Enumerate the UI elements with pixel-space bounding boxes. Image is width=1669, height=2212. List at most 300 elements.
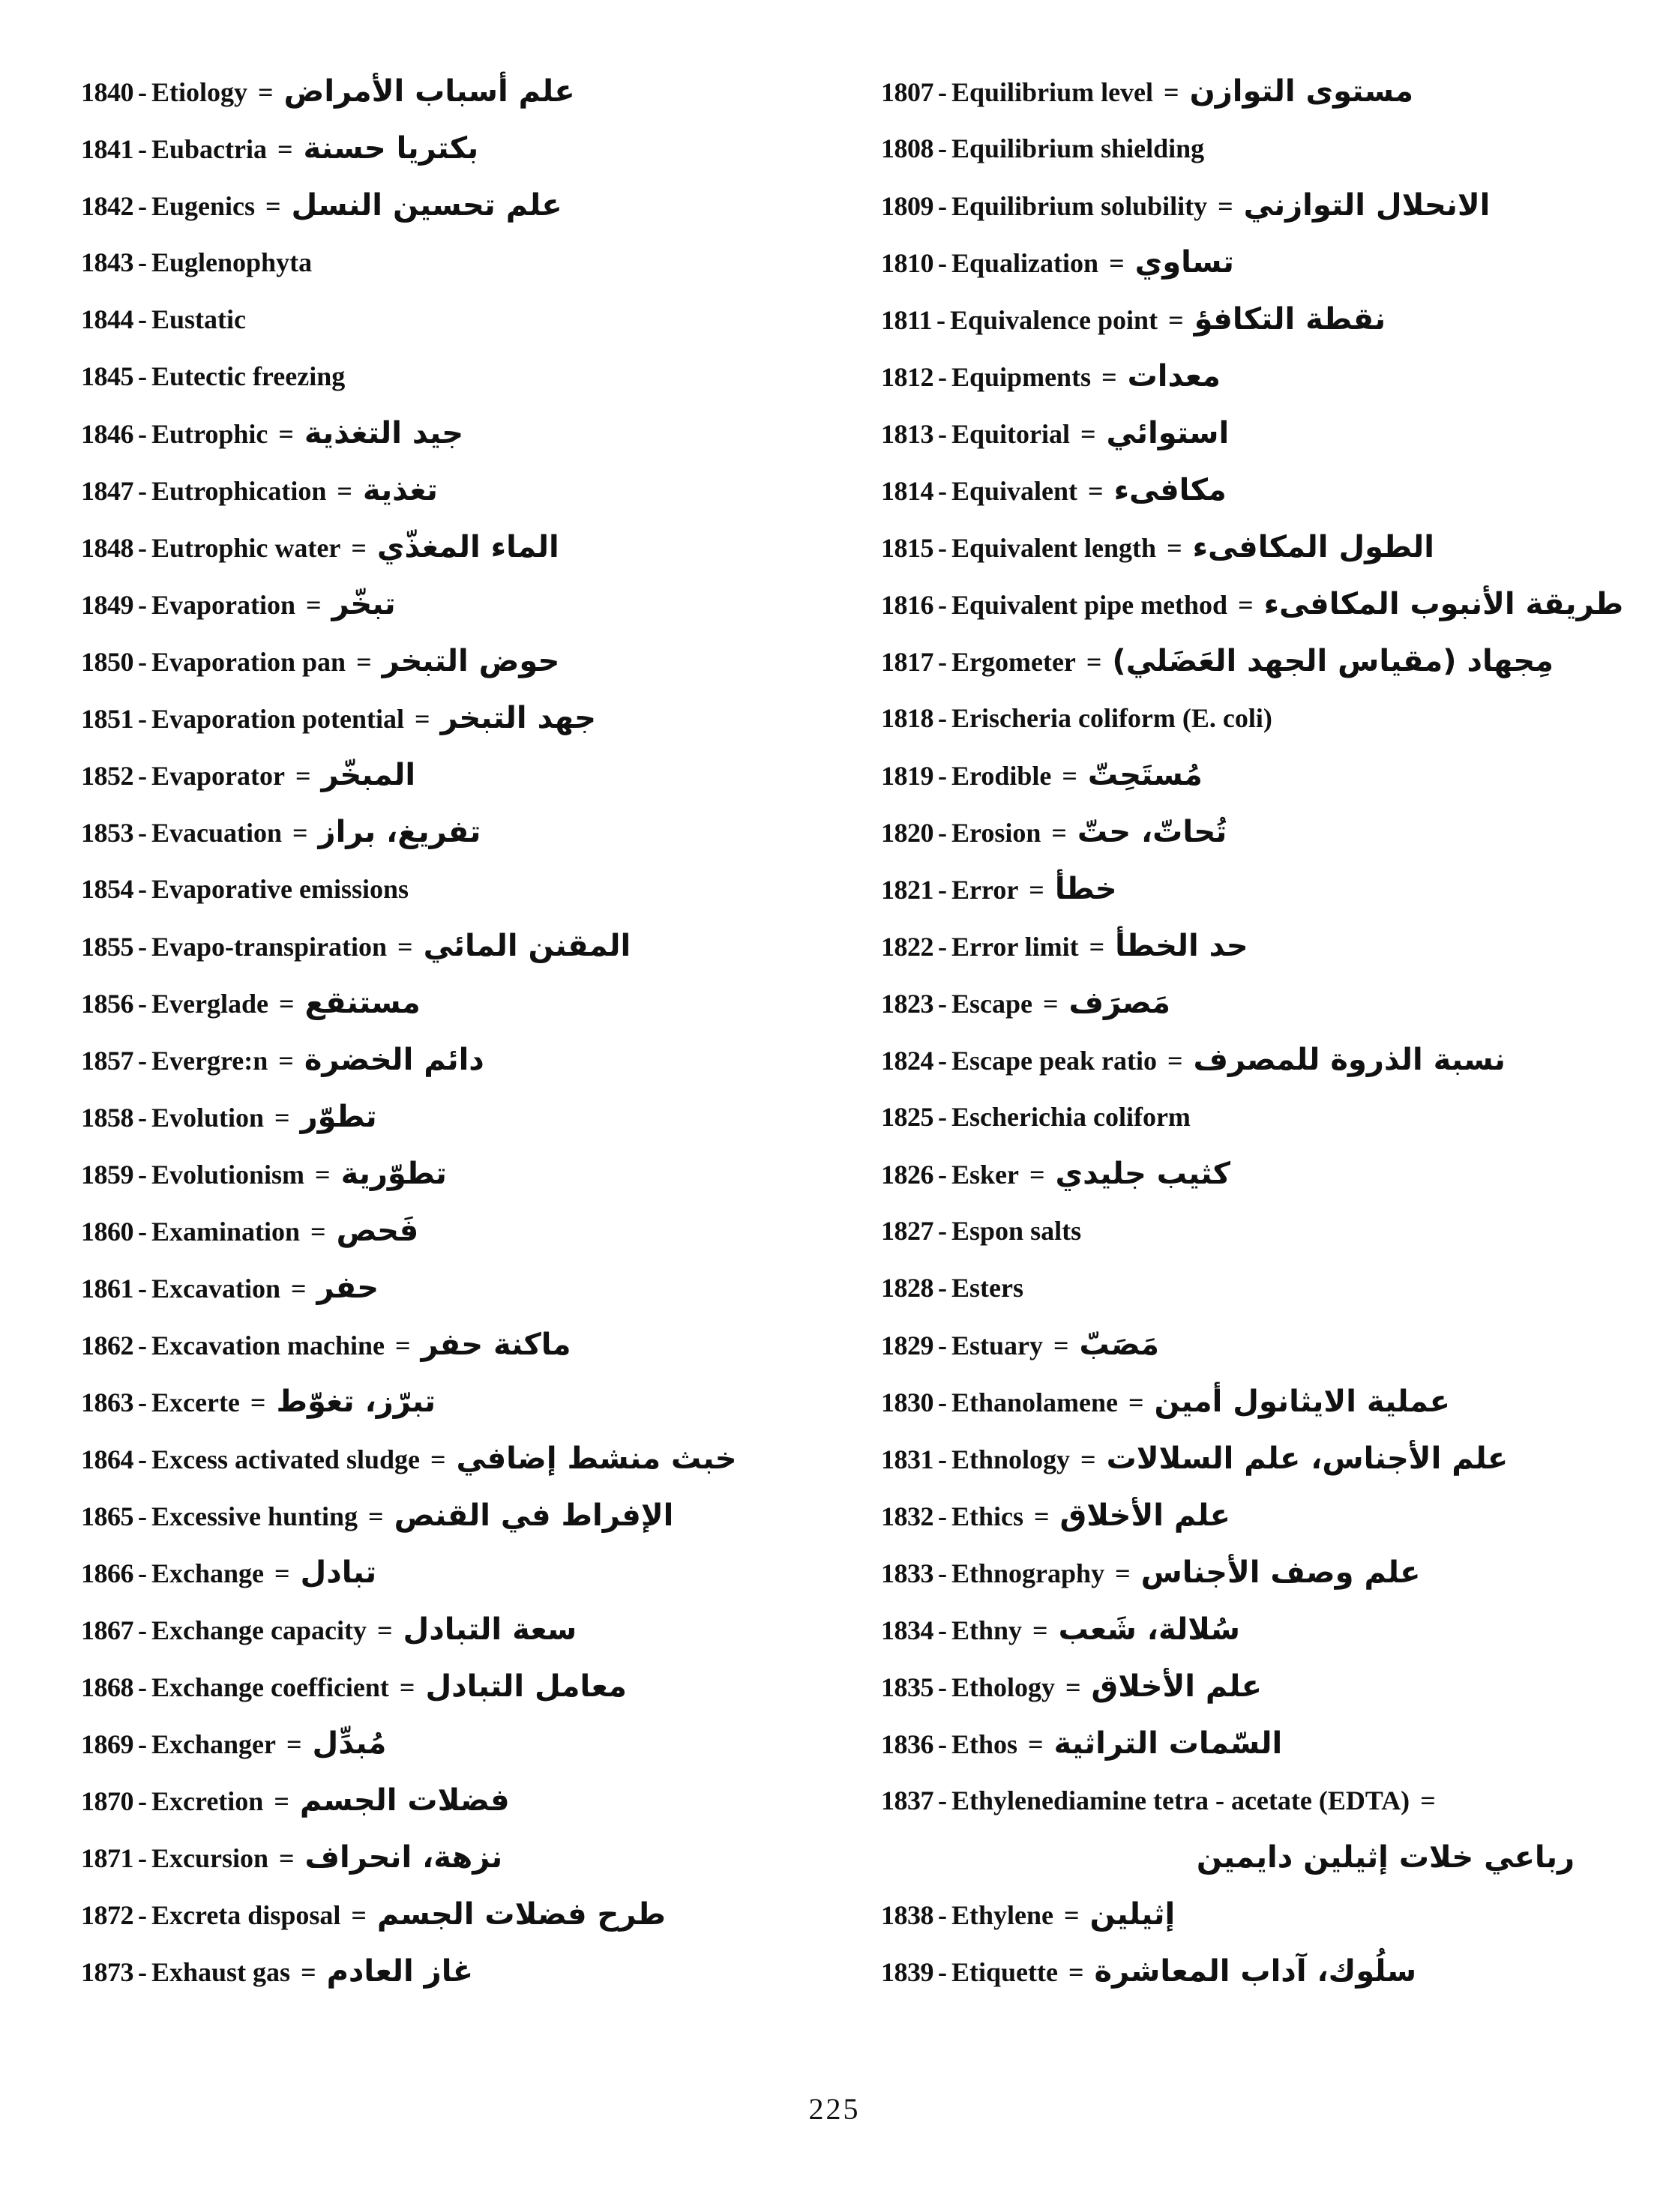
entry-dash: -	[938, 1444, 947, 1474]
entry-arabic-translation: طرح فضلات الجسم	[376, 1897, 666, 1932]
entry-dash: -	[138, 533, 147, 563]
entry-term: Erischeria coliform (E. coli)	[951, 703, 1272, 733]
entry-term: Excavation machine	[151, 1330, 385, 1360]
entry-term: Evaporator	[151, 761, 285, 791]
entry-equals: =	[274, 1558, 290, 1588]
entry-term: Escape peak ratio	[951, 1046, 1157, 1076]
entry-term: Equivalent pipe method	[951, 590, 1228, 620]
entry-equals: =	[1051, 818, 1067, 848]
entry-equals: =	[1062, 761, 1077, 791]
entry-term: Exchange capacity	[151, 1615, 367, 1645]
left-column	[81, 63, 838, 2000]
entry-dash: -	[938, 1216, 947, 1246]
entry-number: 1866	[81, 1558, 133, 1588]
entry-dash: -	[138, 1160, 147, 1190]
entry-number: 1814	[881, 476, 933, 506]
entry-equals: =	[274, 1103, 290, 1133]
entry-equals: =	[1101, 362, 1117, 392]
entry-number: 1844	[81, 304, 133, 334]
entry-equals: =	[1080, 419, 1096, 449]
entry-number: 1813	[881, 419, 933, 449]
entry-dash: -	[138, 1558, 147, 1588]
entry-dash: -	[938, 1558, 947, 1588]
entry-equals: =	[258, 77, 274, 107]
entry-term: Etiology	[151, 77, 248, 107]
entry-number: 1833	[881, 1558, 933, 1588]
entry-dash: -	[938, 703, 947, 733]
entry-number: 1832	[881, 1501, 933, 1531]
entry-number: 1818	[881, 703, 933, 733]
entry-term: Eubactria	[151, 134, 268, 164]
glossary-entry	[81, 1772, 838, 1829]
entry-term: Eutrophic	[151, 419, 268, 449]
entry-term: Excretion	[151, 1786, 264, 1816]
entry-equals: =	[1109, 248, 1125, 278]
entry-equals: =	[1032, 1615, 1048, 1645]
entry-arabic-translation: تطوّرية	[340, 1157, 447, 1191]
entry-term: Evaporation pan	[151, 647, 346, 677]
entry-arabic-translation: الانحلال التوازني	[1243, 188, 1491, 223]
entry-number: 1828	[881, 1273, 933, 1303]
entry-number: 1851	[81, 704, 133, 734]
entry-term: Excessive hunting	[151, 1501, 358, 1531]
entry-term: Equilibrium solubility	[951, 191, 1208, 221]
entry-arabic-translation: تساوي	[1134, 245, 1234, 280]
entry-arabic-translation: علم الأجناس، علم السلالات	[1106, 1441, 1509, 1476]
entry-dash: -	[138, 1615, 147, 1645]
entry-dash: -	[138, 932, 147, 962]
entry-dash: -	[938, 818, 947, 848]
entry-term: Eutrophication	[151, 476, 327, 506]
entry-arabic-translation: فَحص	[336, 1214, 419, 1248]
entry-arabic-translation: خطأ	[1054, 872, 1117, 906]
entry-number: 1845	[81, 361, 133, 391]
entry-number: 1848	[81, 533, 133, 563]
glossary-entry	[81, 576, 838, 633]
glossary-entry	[81, 291, 838, 348]
entry-equals: =	[1065, 1672, 1081, 1702]
entry-term: Espon salts	[951, 1216, 1082, 1246]
glossary-entry	[81, 1145, 838, 1202]
entry-dash: -	[138, 1330, 147, 1360]
glossary-entry	[881, 1943, 1646, 2000]
entry-equals: =	[356, 647, 372, 677]
entry-equals: =	[292, 818, 308, 848]
glossary-entry	[81, 1487, 838, 1544]
entry-equals: =	[306, 590, 322, 620]
entry-term: Euglenophyta	[151, 247, 313, 277]
entry-dash: -	[938, 1785, 947, 1815]
entry-arabic-translation: جهد التبخر	[440, 701, 596, 735]
entry-number: 1826	[881, 1160, 933, 1190]
entry-equals: =	[1080, 1444, 1096, 1474]
entry-equals: =	[1053, 1330, 1069, 1360]
entry-term: Ethylene	[951, 1900, 1054, 1930]
entry-number: 1821	[881, 875, 933, 905]
entry-equals: =	[315, 1160, 331, 1190]
entry-number: 1865	[81, 1501, 133, 1531]
glossary-entry	[881, 1202, 1646, 1259]
entry-term: Error	[951, 875, 1019, 905]
entry-equals: =	[301, 1957, 316, 1987]
entry-arabic-translation: علم أسباب الأمراض	[283, 74, 575, 109]
entry-dash: -	[938, 1046, 947, 1076]
entry-arabic-translation: كثيب جليدي	[1055, 1157, 1230, 1191]
entry-dash: -	[138, 191, 147, 221]
entry-dash: -	[938, 1160, 947, 1190]
entry-number: 1852	[81, 761, 133, 791]
entry-number: 1819	[881, 761, 933, 791]
entry-dash: -	[938, 1102, 947, 1132]
glossary-entry	[81, 861, 838, 917]
entry-arabic-translation: علم الأخلاق	[1091, 1669, 1262, 1704]
entry-equals: =	[397, 932, 413, 962]
entry-equals: =	[1029, 1160, 1045, 1190]
entry-number: 1834	[881, 1615, 933, 1645]
entry-term: Erodible	[951, 761, 1052, 791]
entry-arabic-translation: الإفراط في القنص	[394, 1498, 674, 1533]
entry-arabic-translation: جيد التغذية	[304, 416, 464, 450]
glossary-entry	[881, 690, 1646, 747]
entry-arabic-translation: سعة التبادل	[403, 1612, 577, 1647]
entry-dash: -	[938, 989, 947, 1019]
glossary-entry	[881, 1772, 1646, 1829]
entry-number: 1823	[881, 989, 933, 1019]
glossary-entry	[881, 1487, 1646, 1544]
entry-number: 1869	[81, 1729, 133, 1759]
entry-number: 1829	[881, 1330, 933, 1360]
entry-number: 1867	[81, 1615, 133, 1645]
glossary-entry	[881, 63, 1646, 120]
entry-equals: =	[310, 1217, 326, 1247]
entry-dash: -	[938, 133, 947, 163]
glossary-entry	[81, 917, 838, 974]
entry-dash: -	[138, 1274, 147, 1304]
entry-equals: =	[368, 1501, 384, 1531]
entry-dash: -	[938, 362, 947, 392]
entry-dash: -	[938, 419, 947, 449]
entry-dash: -	[138, 134, 147, 164]
entry-number: 1868	[81, 1672, 133, 1702]
entry-equals: =	[1167, 533, 1182, 563]
entry-term: Ethos	[951, 1729, 1018, 1759]
entry-number: 1831	[881, 1444, 933, 1474]
glossary-entry	[81, 1601, 838, 1658]
entry-arabic-translation: خبث منشط إضافي	[456, 1441, 737, 1476]
entry-number: 1827	[881, 1216, 933, 1246]
entry-arabic-translation: مُستَحِتّ	[1087, 758, 1203, 792]
entry-equals: =	[278, 1046, 294, 1076]
entry-dash: -	[138, 1046, 147, 1076]
glossary-entry	[881, 1259, 1646, 1316]
entry-arabic-translation: رباعي خلات إثيلين دايمين	[1196, 1840, 1575, 1875]
entry-term: Equivalence point	[950, 305, 1158, 335]
entry-arabic-translation: مِجهاد (مقياس الجهد العَضَلي)	[1112, 644, 1554, 678]
entry-dash: -	[138, 1103, 147, 1133]
glossary-entry	[81, 177, 838, 234]
entry-term: Eutrophic water	[151, 533, 341, 563]
entry-arabic-translation: المقنن المائي	[423, 929, 631, 963]
entry-equals: =	[395, 1330, 411, 1360]
glossary-entry-continuation	[881, 1829, 1646, 1886]
glossary-entry	[81, 120, 838, 177]
glossary-entry	[81, 1544, 838, 1601]
entry-term: Evaporation	[151, 590, 296, 620]
glossary-entry	[81, 1430, 838, 1487]
entry-term: Evaporative emissions	[151, 874, 409, 904]
entry-equals: =	[1218, 191, 1233, 221]
entry-number: 1863	[81, 1387, 133, 1417]
entry-equals: =	[1164, 77, 1179, 107]
entry-equals: =	[1034, 1501, 1050, 1531]
glossary-entry	[81, 1202, 838, 1259]
entry-dash: -	[138, 1217, 147, 1247]
entry-arabic-translation: فضلات الجسم	[299, 1783, 510, 1818]
entry-dash: -	[936, 305, 946, 335]
entry-equals: =	[291, 1274, 307, 1304]
entry-number: 1861	[81, 1274, 133, 1304]
entry-number: 1812	[881, 362, 933, 392]
entry-number: 1860	[81, 1217, 133, 1247]
entry-arabic-translation: استوائي	[1106, 416, 1230, 450]
entry-number: 1810	[881, 248, 933, 278]
entry-number: 1822	[881, 932, 933, 962]
entry-arabic-translation: علم تحسين النسل	[291, 188, 562, 223]
entry-arabic-translation: مُبدِّل	[312, 1726, 387, 1761]
glossary-entry	[81, 1373, 838, 1430]
entry-number: 1870	[81, 1786, 133, 1816]
entry-arabic-translation: مستوى التوازن	[1189, 74, 1414, 109]
entry-equals: =	[1167, 1046, 1183, 1076]
entry-number: 1857	[81, 1046, 133, 1076]
entry-arabic-translation: تبخّر	[331, 587, 396, 621]
entry-equals: =	[415, 704, 430, 734]
glossary-entry	[881, 1430, 1646, 1487]
entry-term: Ethnography	[951, 1558, 1105, 1588]
entry-arabic-translation: حفر	[316, 1271, 379, 1305]
entry-number: 1807	[881, 77, 933, 107]
glossary-entry	[81, 633, 838, 690]
entry-dash: -	[938, 1501, 947, 1531]
glossary-entry	[81, 1259, 838, 1316]
glossary-entry	[881, 576, 1646, 633]
entry-dash: -	[138, 1729, 147, 1759]
entry-term: Everglade	[151, 989, 268, 1019]
entry-term: Erosion	[951, 818, 1041, 848]
entry-term: Exhaust gas	[151, 1957, 291, 1987]
entry-number: 1853	[81, 818, 133, 848]
entry-arabic-translation: تبادل	[300, 1555, 377, 1590]
entry-term: Excursion	[151, 1843, 269, 1873]
glossary-entry	[881, 1886, 1646, 1943]
entry-dash: -	[138, 647, 147, 677]
glossary-entry	[81, 1316, 838, 1373]
glossary-entry	[81, 1088, 838, 1145]
entry-number: 1842	[81, 191, 133, 221]
entry-arabic-translation: حوض التبخر	[382, 644, 560, 678]
entry-number: 1856	[81, 989, 133, 1019]
entry-arabic-translation: مستنقع	[304, 986, 421, 1020]
entry-arabic-translation: بكتريا حسنة	[303, 131, 479, 166]
glossary-entry	[81, 974, 838, 1031]
glossary-entry	[881, 1031, 1646, 1088]
entry-dash: -	[938, 191, 947, 221]
glossary-entry	[81, 63, 838, 120]
entry-dash: -	[938, 1387, 947, 1417]
glossary-entry	[881, 405, 1646, 462]
entry-term: Examination	[151, 1217, 301, 1247]
entry-term: Equilibrium shielding	[951, 133, 1205, 163]
glossary-entry	[881, 291, 1646, 348]
entry-arabic-translation: ماكنة حفر	[421, 1327, 571, 1362]
entry-arabic-translation: مَصرَف	[1068, 986, 1171, 1020]
entry-number: 1873	[81, 1957, 133, 1987]
entry-arabic-translation: نسبة الذروة للمصرف	[1193, 1043, 1506, 1077]
entry-number: 1862	[81, 1330, 133, 1360]
entry-number: 1838	[881, 1900, 933, 1930]
entry-term: Equitorial	[951, 419, 1071, 449]
entry-arabic-translation: تطوّر	[300, 1100, 377, 1134]
entry-number: 1850	[81, 647, 133, 677]
entry-number: 1816	[881, 590, 933, 620]
entry-dash: -	[138, 77, 147, 107]
entry-dash: -	[938, 761, 947, 791]
entry-term: Excavation	[151, 1274, 281, 1304]
entry-dash: -	[938, 533, 947, 563]
glossary-entry	[81, 1031, 838, 1088]
entry-equals: =	[1086, 647, 1102, 677]
entry-term: Excerte	[151, 1387, 240, 1417]
entry-dash: -	[938, 1615, 947, 1645]
entry-arabic-translation: علم وصف الأجناس	[1140, 1555, 1421, 1590]
page-number: 225	[808, 2092, 861, 2126]
entry-dash: -	[138, 874, 147, 904]
glossary-entry	[881, 1316, 1646, 1373]
glossary-entry	[81, 519, 838, 576]
entry-dash: -	[938, 77, 947, 107]
entry-term: Equilibrium level	[951, 77, 1154, 107]
entry-term: Eugenics	[151, 191, 256, 221]
entry-equals: =	[274, 1786, 289, 1816]
entry-number: 1854	[81, 874, 133, 904]
entry-equals: =	[1029, 875, 1044, 905]
entry-term: Evacuation	[151, 818, 283, 848]
entry-equals: =	[430, 1444, 446, 1474]
glossary-entry	[881, 177, 1646, 234]
entry-dash: -	[938, 1729, 947, 1759]
entry-number: 1824	[881, 1046, 933, 1076]
entry-dash: -	[138, 704, 147, 734]
entry-dash: -	[138, 247, 147, 277]
entry-number: 1836	[881, 1729, 933, 1759]
entry-term: Ethology	[951, 1672, 1056, 1702]
entry-dash: -	[138, 818, 147, 848]
entry-number: 1843	[81, 247, 133, 277]
glossary-entry	[881, 917, 1646, 974]
entry-equals: =	[399, 1672, 415, 1702]
glossary-entry	[81, 1886, 838, 1943]
entry-dash: -	[138, 419, 147, 449]
entry-equals: =	[1420, 1785, 1436, 1815]
entry-term: Escherichia coliform	[951, 1102, 1191, 1132]
glossary-entry	[81, 348, 838, 405]
entry-dash: -	[138, 1387, 147, 1417]
glossary-entry	[881, 1088, 1646, 1145]
entry-arabic-translation: علم الأخلاق	[1059, 1498, 1230, 1533]
entry-term: Ethanolamene	[951, 1387, 1119, 1417]
entry-equals: =	[250, 1387, 266, 1417]
entry-arabic-translation: طريقة الأنبوب المكافىء	[1263, 587, 1624, 621]
glossary-entry	[881, 462, 1646, 519]
glossary-entry	[881, 519, 1646, 576]
glossary-entry	[81, 1715, 838, 1772]
glossary-entry	[881, 804, 1646, 861]
entry-equals: =	[1238, 590, 1254, 620]
entry-arabic-translation: سُلالة، شَعب	[1058, 1612, 1240, 1647]
entry-number: 1872	[81, 1900, 133, 1930]
entry-number: 1849	[81, 590, 133, 620]
entry-dash: -	[138, 304, 147, 334]
entry-term: Equalization	[951, 248, 1099, 278]
entry-number: 1808	[881, 133, 933, 163]
glossary-entry	[881, 1373, 1646, 1430]
entry-equals: =	[295, 761, 311, 791]
entry-equals: =	[1043, 989, 1059, 1019]
entry-dash: -	[138, 761, 147, 791]
entry-number: 1820	[881, 818, 933, 848]
entry-arabic-translation: تغذية	[362, 473, 438, 507]
glossary-entry	[81, 234, 838, 291]
glossary-entry	[881, 974, 1646, 1031]
entry-dash: -	[138, 1672, 147, 1702]
entry-dash: -	[938, 647, 947, 677]
entry-dash: -	[938, 1672, 947, 1702]
entry-dash: -	[938, 1957, 947, 1987]
entry-equals: =	[1028, 1729, 1044, 1759]
entry-arabic-translation: عملية الايثانول أمين	[1154, 1384, 1450, 1419]
entry-arabic-translation: نزهة، انحراف	[304, 1840, 503, 1875]
entry-number: 1835	[881, 1672, 933, 1702]
entry-number: 1817	[881, 647, 933, 677]
entry-equals: =	[1115, 1558, 1131, 1588]
glossary-entry	[881, 1601, 1646, 1658]
entry-number: 1841	[81, 134, 133, 164]
entry-number: 1825	[881, 1102, 933, 1132]
entry-equals: =	[351, 1900, 367, 1930]
entry-term: Ergometer	[951, 647, 1076, 677]
entry-equals: =	[278, 989, 295, 1019]
glossary-entry	[81, 1943, 838, 2000]
glossary-entry	[81, 1829, 838, 1886]
glossary-entry	[881, 1145, 1646, 1202]
entry-arabic-translation: السّمات التراثية	[1053, 1726, 1283, 1761]
entry-equals: =	[1088, 476, 1104, 506]
entry-arabic-translation: الطول المكافىء	[1192, 530, 1434, 564]
entry-dash: -	[938, 1330, 947, 1360]
entry-dash: -	[138, 476, 147, 506]
glossary-entry	[81, 804, 838, 861]
entry-term: Evolution	[151, 1103, 265, 1133]
entry-arabic-translation: الماء المغذّي	[376, 530, 559, 564]
entry-dash: -	[138, 1786, 147, 1816]
entry-number: 1855	[81, 932, 133, 962]
entry-arabic-translation: تُحاتّ، حتّ	[1077, 815, 1227, 849]
entry-term: Estuary	[951, 1330, 1044, 1360]
entry-equals: =	[278, 419, 294, 449]
entry-term: Eustatic	[151, 304, 246, 334]
entry-equals: =	[337, 476, 352, 506]
entry-term: Excreta disposal	[151, 1900, 341, 1930]
